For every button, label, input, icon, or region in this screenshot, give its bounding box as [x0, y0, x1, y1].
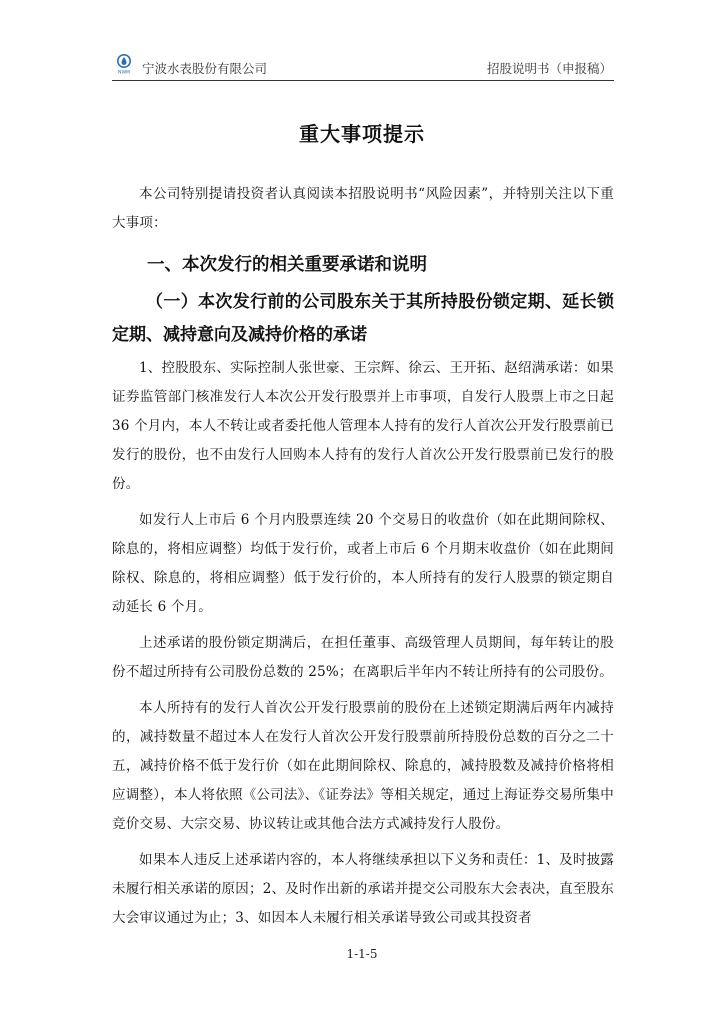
body-paragraph: 上述承诺的股份锁定期满后，在担任董事、高级管理人员期间，每年转让的股份不超过所持有公司股份总数的 25%；在离职后半年内不转让所持有的公司股份。	[112, 635, 614, 680]
body-paragraph: 本人所持有的发行人首次公开发行股票前的股份在上述锁定期满后两年内减持的，减持数量不超过本人在发行人首次公开发行股票前所持股份总数的百分之二十五，减持价格不低于发行价（如在此期间除权、除息的，减持股数及减持价格将相应调整），本人将依照《公司法》、《证券法》等相关规定，通过上海证券交易所集中竞价交易、大宗交易、协议转让或其他合法方式减持发行人股份。	[112, 700, 614, 832]
document-type: 招股说明书（申报稿）	[486, 61, 612, 76]
subsection-heading: （一）本次发行前的公司股东关于其所持股份锁定期、延长锁定期、减持意向及减持价格的承诺	[112, 292, 614, 345]
body-paragraph: 1、控股股东、实际控制人张世豪、王宗辉、徐云、王开拓、赵绍满承诺：如果证券监管部门核准发行人本次公开发行股票并上市事项，自发行人股票上市之日起 36 个月内，本人不转让或者委托他人管理本人持有的发行人首次公开发行股票前已发行的股份，也不由发行人回购本人持有的发行人首次公开发行股票前已发行的股份。	[112, 360, 614, 492]
intro-paragraph: 本公司特别提请投资者认真阅读本招股说明书“风险因素”，并特别关注以下重大事项：	[112, 186, 614, 231]
body-paragraph: 如发行人上市后 6 个月内股票连续 20 个交易日的收盘价（如在此期间除权、除息的，将相应调整）均低于发行价，或者上市后 6 个月期末收盘价（如在此期间除权、除息的，将相应调整）低于发行价的，本人所持有的发行人股票的锁定期自动延长 6 个月。	[112, 512, 614, 615]
body-paragraph: 如果本人违反上述承诺内容的，本人将继续承担以下义务和责任：1、及时披露未履行相关承诺的原因；2、及时作出新的承诺并提交公司股东大会表决，直至股东大会审议通过为止；3、如因本人未履行相关承诺导致公司或其投资者	[112, 852, 614, 926]
section-heading: 一、本次发行的相关重要承诺和说明	[147, 255, 427, 275]
page-title: 重大事项提示	[299, 122, 425, 146]
logo-text: NWM	[118, 70, 130, 75]
page-number: 1-1-5	[346, 947, 378, 961]
company-name: 宁波水表股份有限公司	[142, 61, 268, 76]
page-header	[112, 50, 614, 81]
document-body	[112, 180, 614, 933]
water-drop-circle-icon	[113, 53, 135, 75]
